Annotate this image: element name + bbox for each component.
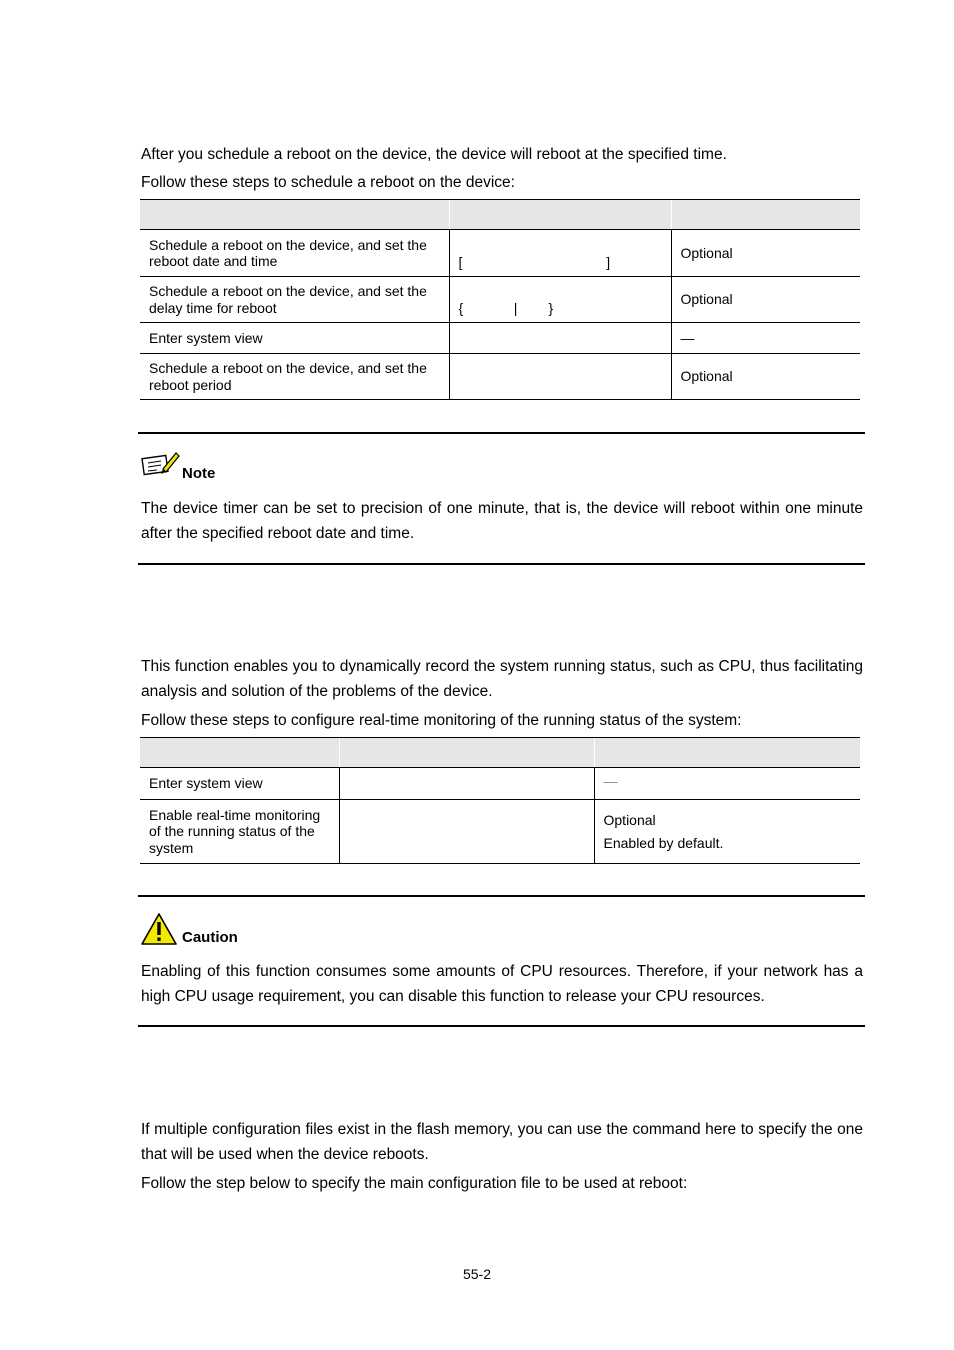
remarks-cell: Optional	[671, 277, 860, 323]
remarks-line: Optional	[603, 811, 656, 828]
remarks-cell: Optional	[671, 354, 860, 400]
header-cell-todo	[140, 200, 449, 230]
table-row	[140, 230, 860, 277]
command-cell	[339, 768, 594, 800]
section2-intro: This function enables you to dynamically record the system running status, such as CPU, thus facilitating analysis and solution of the problems of the device.	[141, 658, 863, 700]
warning-triangle-icon	[140, 912, 178, 946]
command-cell: { | }	[449, 277, 671, 323]
remarks-cell	[594, 800, 860, 864]
header-cell-command	[339, 738, 594, 768]
table-header-row	[140, 200, 860, 230]
monitoring-steps-table	[140, 737, 860, 864]
section3-intro: If multiple configuration files exist in the flash memory, you can use the command here to specify the one that will be used when the device reboots.	[141, 1121, 863, 1163]
header-cell-command	[449, 200, 671, 230]
todo-cell: Enter system view	[140, 323, 449, 354]
remarks-line: Enabled by default.	[603, 834, 724, 851]
command-cell	[449, 354, 671, 400]
header-cell-remarks	[594, 738, 860, 768]
todo-cell: Schedule a reboot on the device, and set the reboot period	[140, 354, 449, 400]
caution-text: Enabling of this function consumes some amounts of CPU resources. Therefore, if your network has a high CPU usage requirement, you can disable this function to release your CPU resources.	[141, 963, 863, 1005]
table-row	[140, 323, 860, 354]
header-cell-todo	[140, 738, 339, 768]
todo-cell: Enter system view	[140, 768, 339, 800]
remarks-cell: —	[671, 323, 860, 354]
note-title: Note	[182, 465, 216, 482]
todo-cell: Schedule a reboot on the device, and set the reboot date and time	[140, 230, 449, 277]
section1-intro: After you schedule a reboot on the device, the device will reboot at the specified time.	[141, 146, 727, 163]
note-top-rule	[138, 432, 865, 434]
table-header-row	[140, 738, 860, 768]
table-row	[140, 354, 860, 400]
remarks-cell: Optional	[671, 230, 860, 277]
caution-bottom-rule	[138, 1025, 865, 1027]
remarks-cell	[594, 768, 860, 800]
table-row	[140, 800, 860, 864]
caution-top-rule	[138, 895, 865, 897]
remarks-line: —	[603, 773, 618, 789]
note-pen-icon	[141, 449, 181, 479]
caution-title: Caution	[182, 929, 238, 946]
page-number: 55-2	[462, 1266, 492, 1282]
header-cell-remarks	[671, 200, 860, 230]
section1-lead: Follow these steps to schedule a reboot on the device:	[141, 174, 515, 191]
todo-cell: Enable real-time monitoring of the running status of the system	[140, 800, 339, 864]
note-text: The device timer can be set to precision of one minute, that is, the device will reboot within one minute after the specified reboot date and time.	[141, 500, 863, 542]
table-row	[140, 768, 860, 800]
command-cell	[449, 323, 671, 354]
command-cell	[339, 800, 594, 864]
section2-lead: Follow these steps to configure real-time monitoring of the running status of the system:	[141, 712, 742, 729]
note-bottom-rule	[138, 563, 865, 565]
todo-cell: Schedule a reboot on the device, and set the delay time for reboot	[140, 277, 449, 323]
command-cell: [ ]	[449, 230, 671, 277]
reboot-steps-table	[140, 199, 860, 400]
section3-lead: Follow the step below to specify the main configuration file to be used at reboot:	[141, 1175, 688, 1192]
table-row	[140, 277, 860, 323]
